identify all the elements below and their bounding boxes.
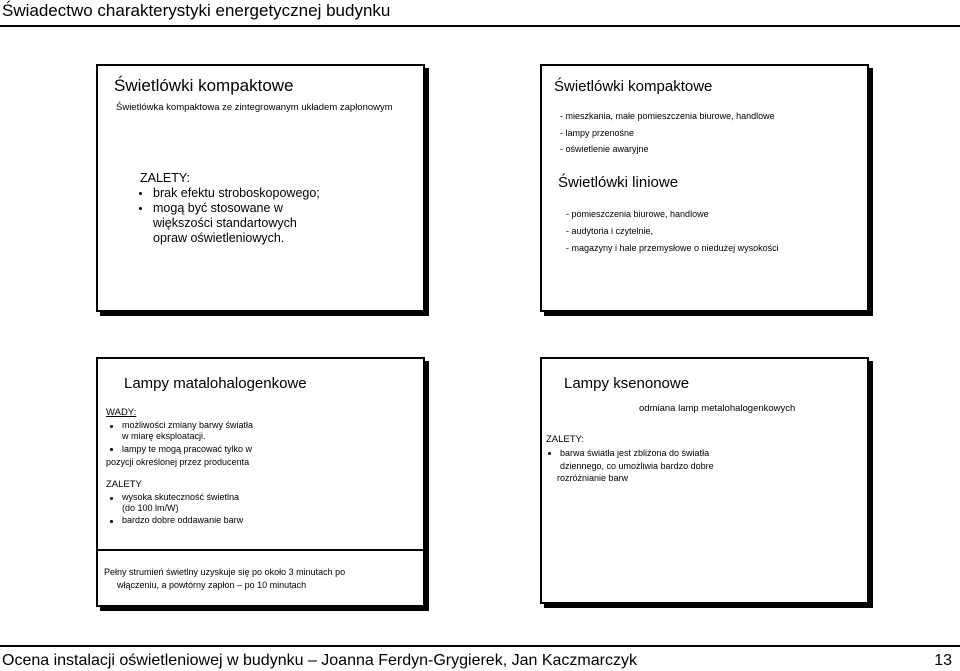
slide-title: Świetlówki kompaktowe: [114, 76, 294, 95]
advantages-label: ZALETY:: [546, 434, 585, 445]
list-item: wysoka skuteczność świetlna (do 100 lm/W): [122, 492, 239, 514]
section-title: Świetlówki liniowe: [558, 174, 679, 191]
advantages-label: ZALETY: [106, 479, 142, 490]
slide-xenon-ignition-note: [96, 549, 425, 607]
list-item: możliwości zmiany barwy światła w miarę eksploatacji.: [122, 420, 253, 442]
advantages-label: ZALETY:: [140, 171, 191, 185]
list-item: bardzo dobre oddawanie barw: [122, 515, 243, 525]
note-line: Pełny strumień świetlny uzyskuje się po około 3 minutach po: [104, 567, 346, 577]
slide-title: Świetlówki kompaktowe: [554, 78, 713, 95]
header-divider: [0, 25, 960, 27]
list-item: barwa światła jest zbliżona do światła dziennego, co umożliwia bardzo dobre rozróżnianie barw: [560, 447, 714, 485]
page-number: 13: [934, 652, 952, 669]
list-item: - pomieszczenia biurowe, handlowe: [566, 209, 709, 219]
list-item: - lampy przenośne: [560, 128, 635, 138]
slide-xenon-lamps: [540, 357, 869, 604]
list-item: - mieszkania, małe pomieszczenia biurowe, handlowe: [560, 111, 775, 121]
slide-subtitle: Świetlówka kompaktowa ze zintegrowanym układem zapłonowym: [116, 102, 393, 113]
slide-title: Lampy ksenonowe: [564, 375, 690, 392]
page-header-title: Świadectwo charakterystyki energetycznej budynku: [2, 1, 391, 20]
advantages-list: [153, 186, 320, 246]
list-item: - magazyny i hale przemysłowe o niedużej wysokości: [566, 243, 779, 253]
slide-subtitle: odmiana lamp metalohalogenkowych: [639, 403, 796, 414]
footer-divider: [0, 645, 960, 647]
slide-title: Lampy matalohalogenkowe: [124, 375, 307, 392]
slide-compact-fluorescent: [96, 64, 425, 312]
footer-text: Ocena instalacji oświetleniowej w budynku – Joanna Ferdyn-Grygierek, Jan Kaczmarczyk: [2, 652, 637, 669]
list-item: lampy te mogą pracować tylko w pozycji określonej przez producenta: [106, 444, 253, 467]
list-item: mogą być stosowane w większości standartowych opraw oświetleniowych.: [153, 201, 320, 246]
list-item: - audytoria i czytelnie,: [566, 226, 654, 236]
list-item: brak efektu stroboskopowego;: [153, 186, 320, 201]
defects-label: WADY:: [106, 407, 137, 418]
slide-fluorescent-applications: [540, 64, 869, 312]
note-line: włączeniu, a powtórny zapłon – po 10 minutach: [117, 580, 307, 590]
list-item: - oświetlenie awaryjne: [560, 144, 649, 154]
